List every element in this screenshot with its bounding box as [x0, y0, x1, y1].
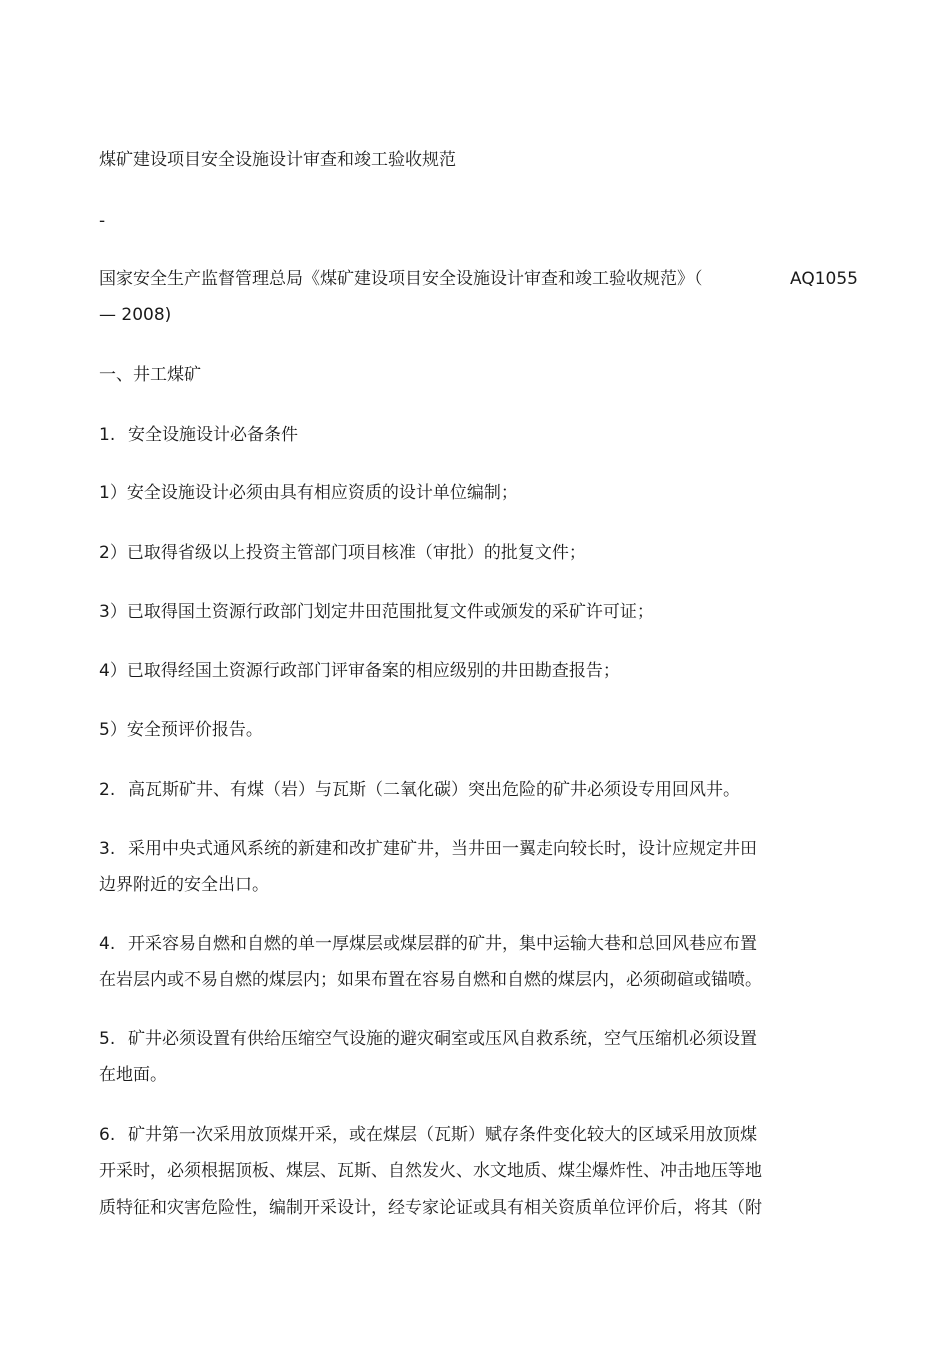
item-1-text: 安全设施设计必备条件: [128, 425, 298, 445]
item-6-line-1: [99, 1124, 757, 1146]
item-6-number: 6.: [99, 1125, 116, 1145]
item-6-line-2: 开采时，必须根据顶板、煤层、瓦斯、自然发火、水文地质、煤尘爆炸性、冲击地压等地: [99, 1161, 762, 1181]
document-title: 煤矿建设项目安全设施设计审查和竣工验收规范: [99, 150, 456, 170]
item-5-line-2: 在地面。: [99, 1065, 167, 1085]
item-1: [99, 424, 298, 446]
sub-item-2: 2）已取得省级以上投资主管部门项目核准（审批）的批复文件；: [99, 543, 586, 563]
item-3-line-2: 边界附近的安全出口。: [99, 875, 269, 895]
item-5-number: 5.: [99, 1029, 116, 1049]
item-3-line-1: [99, 838, 757, 860]
item-6-text-1: 矿井第一次采用放顶煤开采，或在煤层（瓦斯）赋存条件变化较大的区域采用放顶煤: [128, 1125, 757, 1145]
item-6-line-3: 质特征和灾害危险性，编制开采设计，经专家论证或具有相关资质单位评价后，将其（附: [99, 1198, 762, 1218]
item-2-text: 高瓦斯矿井、有煤（岩）与瓦斯（二氧化碳）突出危险的矿井必须设专用回风井。: [128, 780, 740, 800]
item-3-text-1: 采用中央式通风系统的新建和改扩建矿井，当井田一翼走向较长时，设计应规定井田: [128, 839, 757, 859]
source-line-1: 国家安全生产监督管理总局《煤矿建设项目安全设施设计审查和竣工验收规范》（: [99, 269, 703, 289]
item-5-text-1: 矿井必须设置有供给压缩空气设施的避灾硐室或压风自救系统，空气压缩机必须设置: [128, 1029, 757, 1049]
item-4-line-2: 在岩层内或不易自燃的煤层内；如果布置在容易自燃和自燃的煤层内，必须砌碹或锚喷。: [99, 970, 762, 990]
item-2: [99, 779, 740, 801]
standard-code: AQ1055: [790, 269, 858, 289]
sub-item-5: 5）安全预评价报告。: [99, 720, 263, 740]
sub-item-4: 4）已取得经国土资源行政部门评审备案的相应级别的井田勘查报告；: [99, 661, 620, 681]
sub-item-1: 1）安全设施设计必须由具有相应资质的设计单位编制；: [99, 483, 518, 503]
item-3-number: 3.: [99, 839, 116, 859]
item-4-line-1: [99, 933, 757, 955]
item-4-number: 4.: [99, 934, 116, 954]
section-heading: 一、井工煤矿: [99, 365, 201, 385]
separator-dash: -: [99, 211, 106, 231]
source-line-2: — 2008): [99, 305, 172, 325]
item-2-number: 2.: [99, 780, 116, 800]
item-5-line-1: [99, 1028, 757, 1050]
sub-item-3: 3）已取得国土资源行政部门划定井田范围批复文件或颁发的采矿许可证；: [99, 602, 654, 622]
item-4-text-1: 开采容易自燃和自燃的单一厚煤层或煤层群的矿井，集中运输大巷和总回风巷应布置: [128, 934, 757, 954]
item-1-number: 1.: [99, 425, 116, 445]
